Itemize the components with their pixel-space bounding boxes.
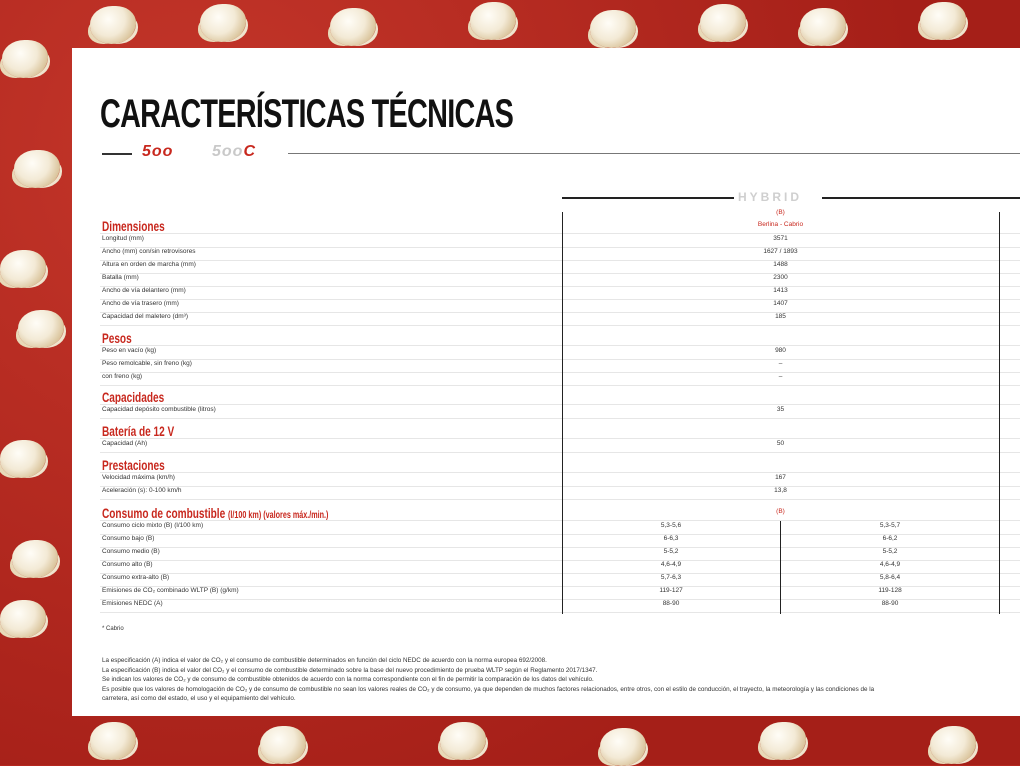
table-row: Capacidad (Ah) 50 — [100, 439, 1020, 453]
table-row: Capacidad depósito combustible (litros) 35 — [100, 405, 1020, 419]
table-row: Aceleración (s): 0-100 km/h 13,8 — [100, 486, 1020, 500]
note-line: Se indican los valores de CO₂ y de consumo de combustible obtenidos de acuerdo con la norma correspondiente con el fin de permitir la comparación de los datos del vehículo. — [102, 676, 594, 684]
section-pesos: Pesos — [102, 330, 132, 346]
table-row: Ancho de vía trasero (mm) 1407 — [100, 299, 1020, 313]
fiat-500-logo-icon: 5oo — [142, 143, 174, 160]
table-row: Altura en orden de marcha (mm) 1488 — [100, 260, 1020, 274]
spec-ref: (B) — [776, 209, 785, 216]
table-row — [100, 507, 1020, 521]
hybrid-header — [562, 190, 1020, 204]
table-row: Peso remolcable, sin freno (kg) – — [100, 359, 1020, 373]
table-row: Emisiones NEDC (A) 88-90 88-90 — [100, 599, 1020, 613]
divider — [288, 153, 1020, 154]
section-prestaciones: Prestaciones — [102, 457, 165, 473]
table-row: Peso en vacío (kg) 980 — [100, 346, 1020, 360]
hybrid-logo-icon: HYBRID — [738, 190, 803, 204]
page-title: CARACTERÍSTICAS TÉCNICAS — [100, 92, 514, 136]
divider — [102, 153, 132, 155]
section-dimensiones: Dimensiones — [102, 218, 165, 234]
table-row: Longitud (mm) 3571 — [100, 234, 1020, 248]
note-line: carretera, así como del estado, el uso y el equipamiento del vehículo. — [102, 695, 296, 703]
table-row — [100, 220, 1020, 234]
column-divider — [562, 212, 563, 614]
table-row: Consumo extra-alto (B) 5,7-6,3 5,8-6,4 — [100, 573, 1020, 587]
table-row: con freno (kg) – — [100, 372, 1020, 386]
table-row — [100, 459, 1020, 473]
table-row: Consumo bajo (B) 6-6,3 6-6,2 — [100, 534, 1020, 548]
footnote: * Cabrio — [102, 626, 124, 632]
table-row: Ancho (mm) con/sin retrovisores 1627 / 1893 — [100, 247, 1020, 261]
divider — [822, 197, 1020, 199]
table-row: Consumo alto (B) 4,6-4,9 4,6-4,9 — [100, 560, 1020, 574]
section-bateria: Batería de 12 V — [102, 423, 175, 439]
table-row: Ancho de vía delantero (mm) 1413 — [100, 286, 1020, 300]
column-divider — [780, 521, 781, 614]
section-capacidades: Capacidades — [102, 389, 165, 405]
table-row: Consumo medio (B) 5-5,2 5-5,2 — [100, 547, 1020, 561]
table-row: Velocidad máxima (km/h) 167 — [100, 473, 1020, 487]
note-line: La especificación (B) indica el valor del CO₂ y el consumo de combustible determinado sobre la base del nuevo procedimiento de prueba WLTP según el Reglamento 2017/1347. — [102, 666, 598, 674]
note-line: La especificación (A) indica el valor de CO₂ y el consumo de combustible determinados en función del ciclo NEDC de acuerdo con la norma europea 692/2008. — [102, 657, 547, 664]
table-row — [100, 425, 1020, 439]
fiat-500c-logo-icon: 5ooC — [212, 143, 257, 160]
table-row — [100, 332, 1020, 346]
version-label: Berlina - Cabrio — [757, 221, 804, 228]
legal-notes — [102, 656, 982, 704]
consumo-ref: (B) — [776, 508, 785, 515]
table-row: Capacidad del maletero (dm³) 185 — [100, 312, 1020, 326]
divider — [562, 197, 734, 199]
table-row: Emisiones de CO₂ combinado WLTP (B) (g/km) 119-127 119-128 — [100, 586, 1020, 600]
note-line: Es posible que los valores de homologación de CO₂ y de consumo de combustible no sean los valores reales de CO₂ y de consumo, ya que dependen de muchos factores relacionados, entre otros, con el estilo de conducción, el trayecto, la meteorología y las condiciones de la — [102, 685, 875, 693]
table-row: Batalla (mm) 2300 — [100, 273, 1020, 287]
section-consumo: Consumo de combustible (l/100 km) (valores máx./min.) — [102, 505, 329, 521]
column-divider — [999, 212, 1000, 614]
table-row — [100, 391, 1020, 405]
model-logos — [102, 145, 1020, 161]
table-row: Consumo ciclo mixto (B) (l/100 km) 5,3-5,6 5,3-5,7 — [100, 521, 1020, 535]
spec-sheet — [72, 48, 1020, 716]
